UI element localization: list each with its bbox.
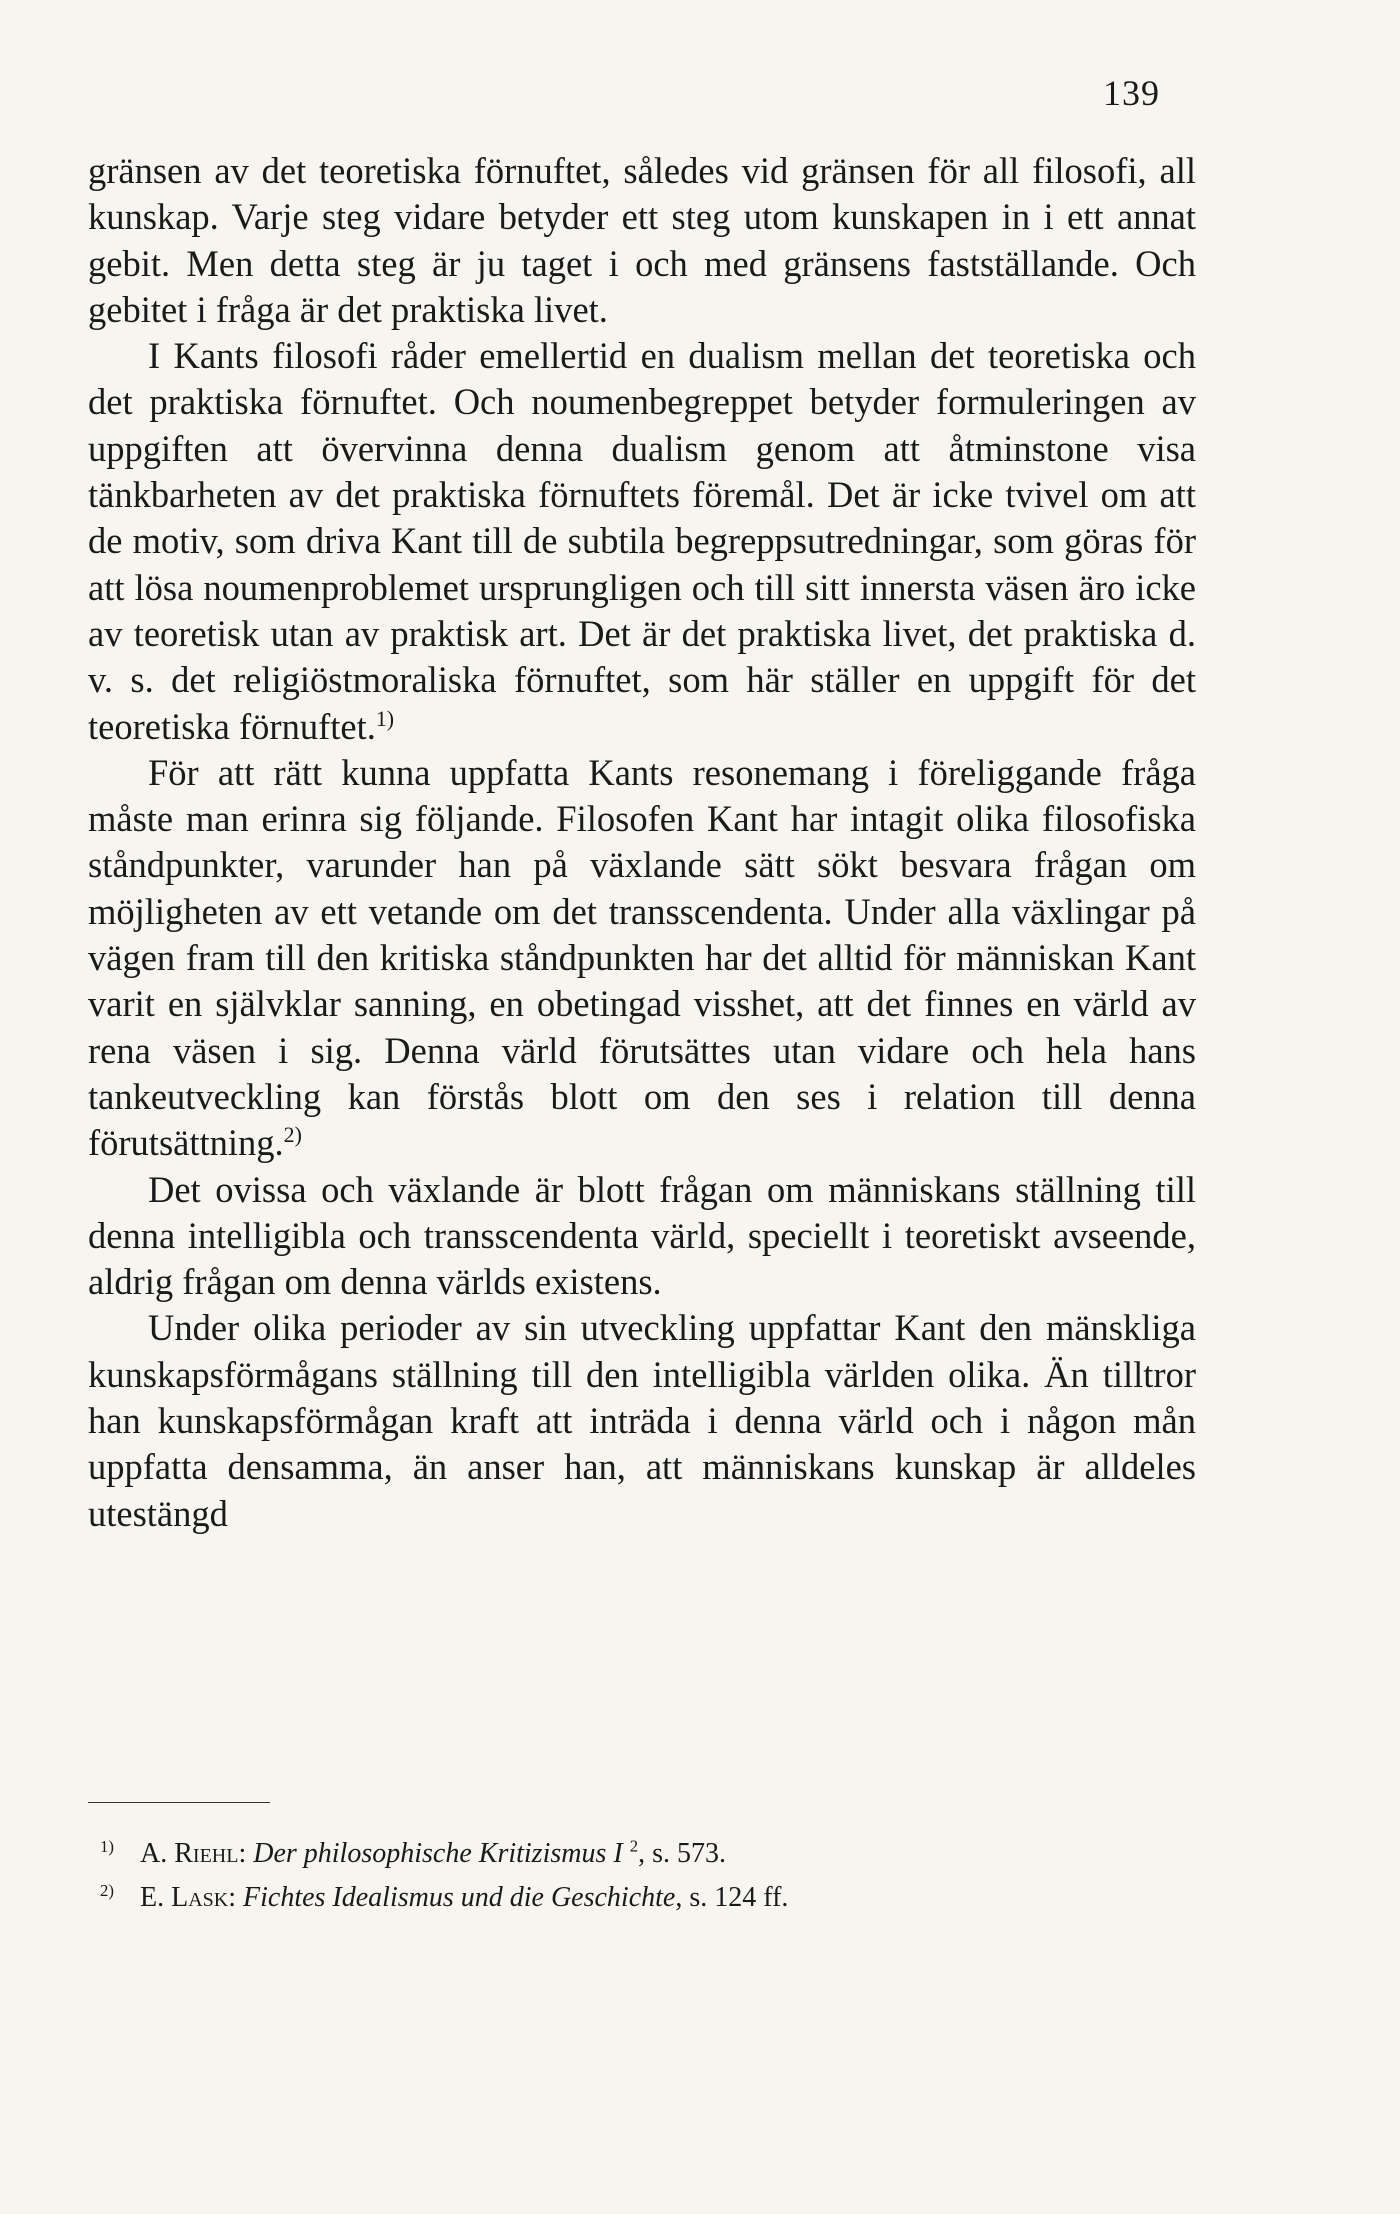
footnotes <box>100 1832 1140 1920</box>
footnote-ref-2[interactable]: 2) <box>283 1122 302 1148</box>
footnote-1-author-initial: A. <box>140 1838 168 1869</box>
footnote-1-title: Der philosophische Kritizismus I <box>253 1838 623 1869</box>
paragraph-1 <box>88 148 1196 333</box>
page-number: 139 <box>1103 73 1160 113</box>
paragraph-5-text: Under olika perioder av sin utveckling uppfattar Kant den mänskliga kunskapsförmågans ställning till den intelligibla världen olika. Än tilltror han kunskapsförmågan kraft att inträda i denna värld och i någon mån uppfatta densamma, än anser han, att människans kunskap är alldeles utestängd <box>88 1307 1196 1534</box>
paragraph-2-text: I Kants filosofi råder emellertid en dualism mellan det teoretiska och det praktiska förnuftet. Och noumenbegreppet betyder formuleringen av uppgiften att övervinna denna dualism genom att åtminstone visa tänkbarheten av det praktiska förnuftets föremål. Det är icke tvivel om att de motiv, som driva Kant till de subtila begreppsutredningar, som göras för att lösa noumenproblemet ursprungligen och till sitt innersta väsen äro icke av teoretisk utan av praktisk art. Det är det praktiska livet, det praktiska d. v. s. det religiöstmoraliska förnuftet, som här ställer en uppgift för det teoretiska förnuftet. <box>88 335 1196 747</box>
footnote-ref-1[interactable]: 1) <box>375 705 395 731</box>
footnote-1: $^{1)}$ A. Riehl: Der philosophische Kritizismus I $^2$, s. 573. <box>100 1836 726 1869</box>
paragraph-3 <box>88 750 1196 1167</box>
footnote-2-title: Fichtes Idealismus und die Geschichte <box>243 1882 676 1913</box>
footnote-divider <box>88 1802 270 1803</box>
footnote-1-edition: 2 <box>629 1836 639 1856</box>
paragraph-3-text: För att rätt kunna uppfatta Kants resonemang i föreliggande fråga måste man erinra sig följande. Filosofen Kant har intagit olika filosofiska ståndpunkter, varunder han på växlande sätt sökt besvara frågan om möjligheten av ett vetande om det transscendenta. Under alla växlingar på vägen fram till den kritiska ståndpunkten har det alltid för människan Kant varit en självklar sanning, en obetingad visshet, att det finnes en värld av rena väsen i sig. Denna värld förutsättes utan vidare och hela hans tankeutveckling kan förstås blott om den ses i relation till denna förutsättning. <box>88 751 1196 1164</box>
paragraph-5 <box>88 1305 1196 1536</box>
paragraph-2 <box>88 333 1196 750</box>
footnote-2-rest: , s. 124 ff. <box>675 1882 789 1913</box>
paragraph-4-text: Det ovissa och växlande är blott frågan om människans ställning till denna intelligibla och transscendenta värld, speciellt i teoretiskt avseende, aldrig frågan om denna världs existens. <box>88 1168 1196 1303</box>
footnote-1-rest: , s. 573. <box>638 1838 726 1869</box>
footnote-2: $^{2)}$ E. Lask: Fichtes Idealismus und die Geschichte, s. 124 ff. <box>100 1880 789 1913</box>
footnote-2-separator: : <box>228 1882 237 1913</box>
body-text <box>88 148 1196 1537</box>
footnote-2-author-initial: E. <box>140 1882 165 1913</box>
footnote-2-author-name: Lask <box>171 1882 229 1913</box>
paragraph-4 <box>88 1167 1196 1306</box>
paragraph-1-text: gränsen av det teoretiska förnuftet, således vid gränsen för all filosofi, all kunskap. Varje steg vidare betyder ett steg utom kunskapen in i ett annat gebit. Men detta steg är ju taget i och med gränsens fastställande. Och gebitet i fråga är det praktiska livet. <box>88 150 1196 330</box>
footnote-1-separator: : <box>238 1838 247 1869</box>
footnote-1-author-name: Riehl <box>174 1838 239 1869</box>
